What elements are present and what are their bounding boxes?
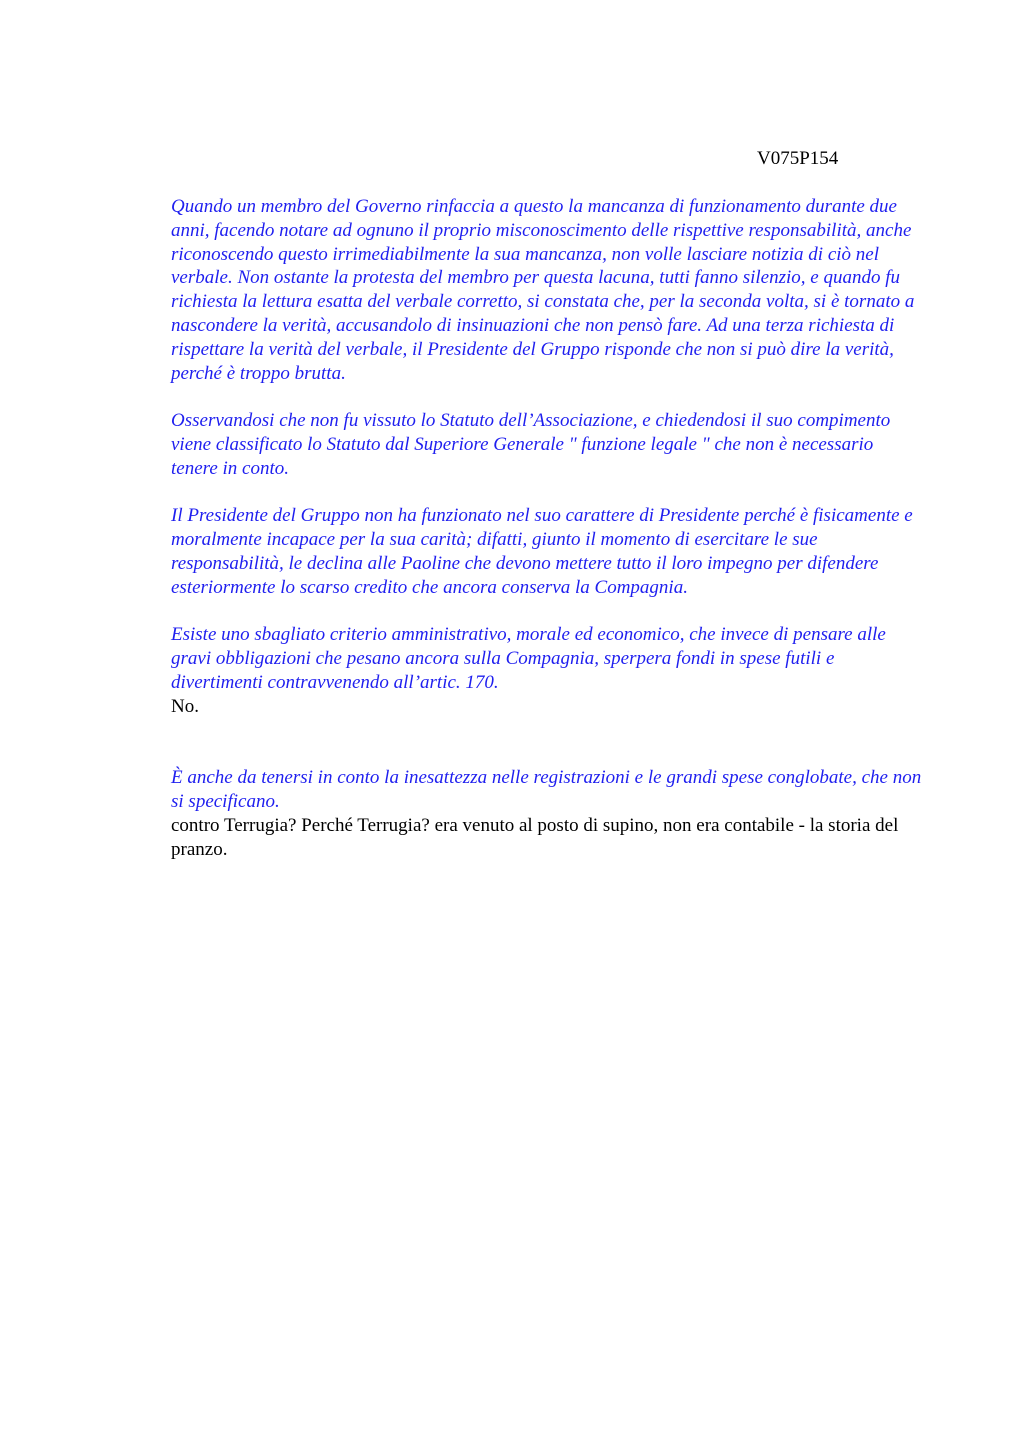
annotation-terrugia: contro Terrugia? Perché Terrugia? era venuto al posto di supino, non era contabile - la storia del pranzo.: [171, 814, 899, 860]
page-reference-code: V075P154: [757, 148, 839, 169]
paragraph-criterio-amministrativo: Esiste uno sbagliato criterio amministrativo, morale ed economico, che invece di pensare alle gravi obbligazioni che pesano ancora sulla Compagnia, sperpera fondi in spese futili e divertimenti contravvenendo all’artic. 170.: [171, 624, 886, 693]
paragraph-presidente: Il Presidente del Gruppo non ha funzionato nel suo carattere di Presidente perché è fisicamente e moralmente incapace per la sua carità; difatti, giunto il momento di esercitare le sue responsabilità, le declina alle Paoline che devono mettere tutto il loro impegno per difendere esteriormente lo scarso credito che ancora conserva la Compagnia.: [171, 505, 913, 598]
paragraph-statuto: Osservandosi che non fu vissuto lo Statuto dell’Associazione, e chiedendosi il suo compimento viene classificato lo Statuto dal Superiore Generale " funzione legale " che non è necessario tenere in conto.: [171, 410, 891, 479]
annotation-no: No.: [171, 695, 199, 717]
document-body: [171, 195, 923, 861]
paragraph-governo-verbale: Quando un membro del Governo rinfaccia a questo la mancanza di funzionamento durante due anni, facendo notare ad ognuno il proprio misconoscimento delle rispettive responsabilità, anche riconoscendo questo irrimediabilmente la sua mancanza, non volle lasciare notizia di ciò nel verbale. Non ostante la protesta del membro per questa lacuna, tutti fanno silenzio, e quando fu richiesta la lettura esatta del verbale corretto, si constata che, per la seconda volta, si è tornato a nascondere la verità, accusandolo di insinuazioni che non pensò fare. Ad una terza richiesta di rispettare la verità del verbale, il Presidente del Gruppo risponde che non si può dire la verità, perché è troppo brutta.: [171, 196, 915, 384]
paragraph-registrazioni: È anche da tenersi in conto la inesattezza nelle registrazioni e le grandi spese conglobate, che non si specificano.: [171, 767, 922, 812]
